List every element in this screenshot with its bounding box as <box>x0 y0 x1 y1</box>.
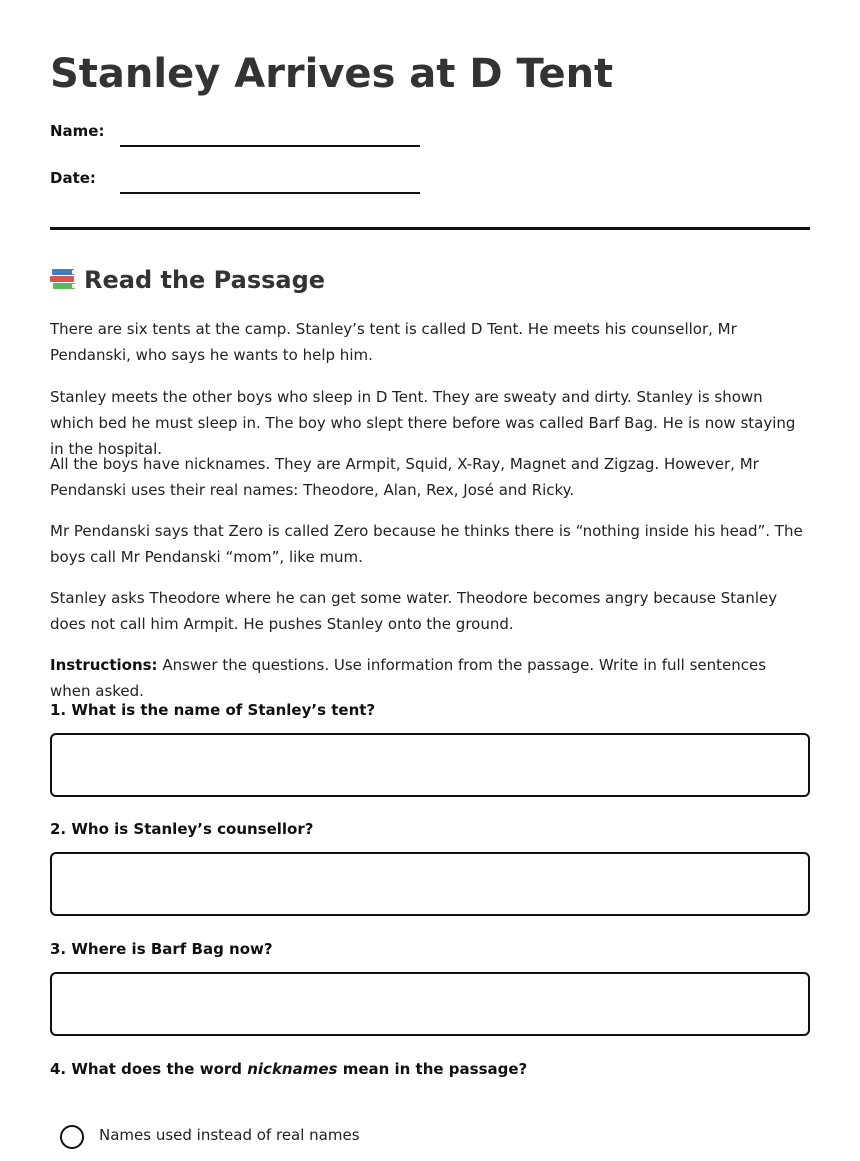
page-title: Stanley Arrives at D Tent <box>50 51 614 97</box>
question-4-suffix: mean in the passage? <box>337 1060 528 1078</box>
answer-box-2[interactable] <box>50 852 810 916</box>
section-heading <box>50 265 325 295</box>
question-4-emphasis: nicknames <box>247 1060 338 1078</box>
radio-button[interactable] <box>60 1125 84 1149</box>
instructions-label: Instructions: <box>50 656 158 674</box>
option-label: Names used instead of real names <box>99 1126 360 1144</box>
passage-paragraph: All the boys have nicknames. They are Armpit, Squid, X-Ray, Magnet and Zigzag. However, Mr Pendanski uses their real names: Theodore, Alan, Rex, José and Ricky. <box>50 455 759 499</box>
question-3: 3. Where is Barf Bag now? <box>50 940 273 958</box>
date-field-row <box>50 169 430 199</box>
date-label: Date: <box>50 169 96 187</box>
question-4 <box>50 1060 527 1078</box>
books-icon <box>50 267 76 291</box>
instructions-text: Answer the questions. Use information from the passage. Write in full sentences when asked. <box>50 656 767 700</box>
question-4-prefix: 4. What does the word <box>50 1060 248 1078</box>
header-divider <box>50 227 810 230</box>
passage-paragraph: Mr Pendanski says that Zero is called Zero because he thinks there is “nothing inside his head”. The boys call Mr Pendanski “mom”, like mum. <box>50 522 803 566</box>
question-1: 1. What is the name of Stanley’s tent? <box>50 701 376 719</box>
question-2: 2. Who is Stanley’s counsellor? <box>50 820 314 838</box>
name-field-row <box>50 122 430 152</box>
name-input-line[interactable] <box>120 145 420 147</box>
option-names-instead[interactable] <box>60 1124 460 1150</box>
passage-paragraph: Stanley asks Theodore where he can get some water. Theodore becomes angry because Stanley does not call him Armpit. He pushes Stanley onto the ground. <box>50 589 778 633</box>
passage-paragraph: There are six tents at the camp. Stanley’s tent is called D Tent. He meets his counsellor, Mr Pendanski, who says he wants to help him. <box>50 320 737 364</box>
answer-box-1[interactable] <box>50 733 810 797</box>
name-label: Name: <box>50 122 105 140</box>
instructions <box>50 652 810 704</box>
section-heading-text: Read the Passage <box>84 266 326 294</box>
answer-box-3[interactable] <box>50 972 810 1036</box>
date-input-line[interactable] <box>120 192 420 194</box>
passage-paragraph: Stanley meets the other boys who sleep in D Tent. They are sweaty and dirty. Stanley is shown which bed he must sleep in. The boy who slept there before was called Barf Bag. He is now staying in the hospital. <box>50 388 796 458</box>
